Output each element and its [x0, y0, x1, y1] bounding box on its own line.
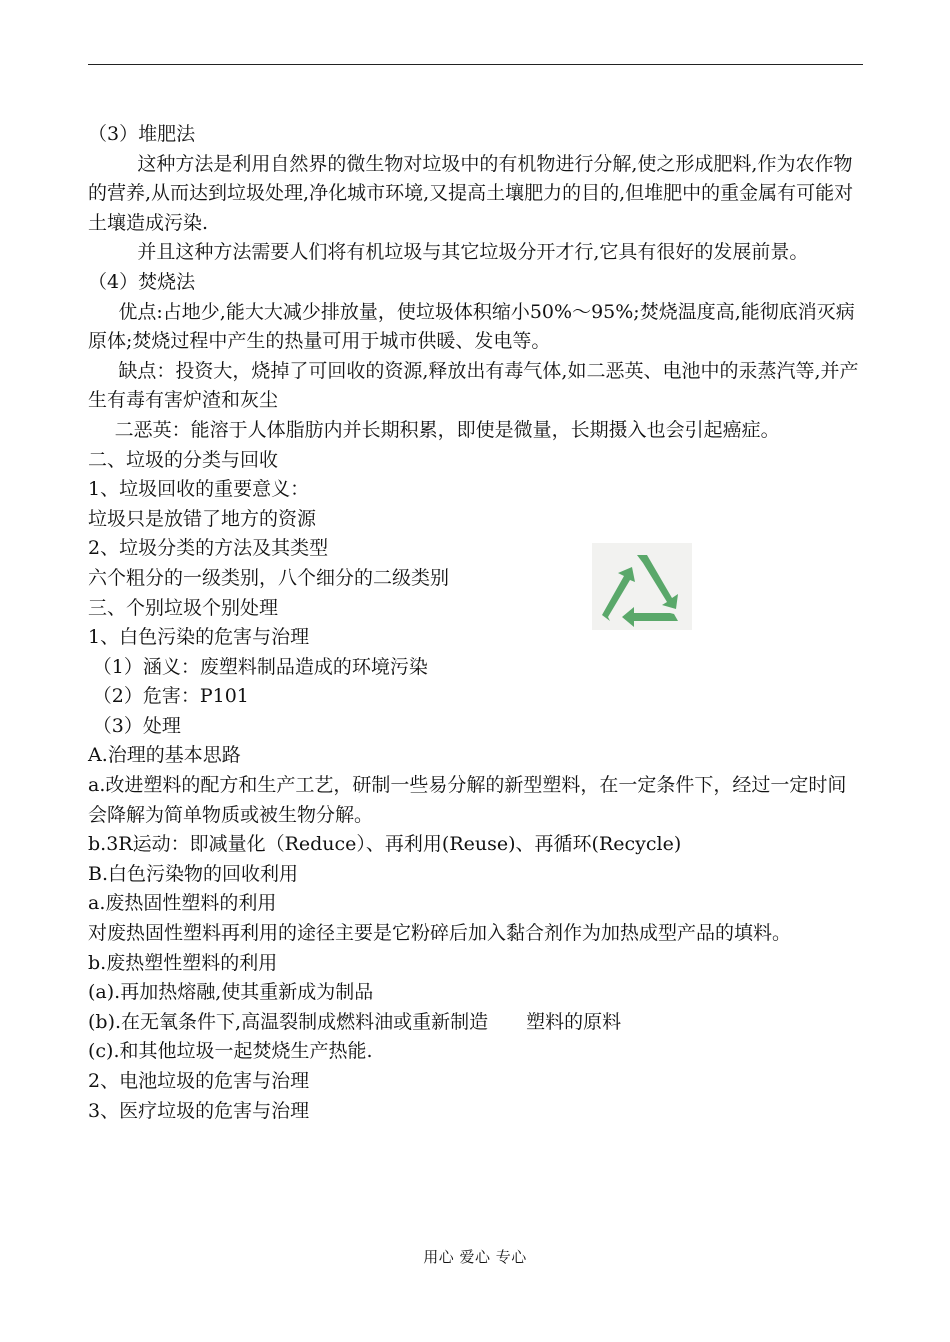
heading-incineration: （4）焚烧法	[88, 270, 196, 293]
heading-classification-methods: 2、垃圾分类的方法及其类型	[88, 537, 329, 560]
text-3r-movement: b.3R运动：即减量化（Reduce）、再利用(Reuse)、再循环(Recycle)	[88, 833, 682, 856]
document-body	[88, 120, 863, 1126]
text-definition: （1）涵义：废塑料制品造成的环境污染	[92, 655, 428, 678]
text-hazard: （2）危害：P101	[92, 685, 249, 708]
recycle-icon	[592, 543, 692, 630]
recycle-symbol-image	[592, 543, 692, 630]
paragraph-compost-prospect: 并且这种方法需要人们将有机垃圾与其它垃圾分开才行,它具有很好的发展前景。	[137, 241, 809, 264]
page-footer: 用心 爱心 专心	[423, 1248, 527, 1266]
heading-classification: 二、垃圾的分类与回收	[88, 448, 279, 471]
heading-white-pollution: 1、白色污染的危害与治理	[88, 626, 310, 649]
heading-recovery-utilization: B.白色污染物的回收利用	[88, 862, 299, 885]
paragraph-advantages: 优点:占地少,能大大减少排放量，使垃圾体积缩小50%～95%;焚烧温度高,能彻底消灭病原体;焚烧过程中产生的热量可用于城市供暖、发电等。	[88, 300, 855, 353]
heading-medical-waste: 3、医疗垃圾的危害与治理	[88, 1099, 310, 1122]
header-rule	[88, 64, 863, 65]
paragraph-dioxin: 二恶英：能溶于人体脂肪内并长期积累，即使是微量，长期摄入也会引起癌症。	[114, 418, 780, 441]
heading-battery-waste: 2、电池垃圾的危害与治理	[88, 1070, 310, 1092]
text-remelt: (a).再加热熔融,使其重新成为制品	[88, 981, 374, 1004]
paragraph-thermoset-reuse: 对废热固性塑料再利用的途径主要是它粉碎后加入黏合剂作为加热成型产品的填料。	[88, 922, 792, 945]
heading-individual-treatment: 三、个别垃圾个别处理	[88, 596, 279, 619]
text-incinerate-energy: (c).和其他垃圾一起焚烧生产热能.	[88, 1040, 373, 1063]
text-pyrolysis: (b).在无氧条件下,高温裂制成燃料油或重新制造 塑料的原料	[88, 1010, 622, 1033]
paragraph-improve-plastics: a.改进塑料的配方和生产工艺，研制一些易分解的新型塑料，在一定条件下，经过一定时间会降解为简单物质或被生物分解。	[88, 774, 847, 826]
text-misplaced-resource: 垃圾只是放错了地方的资源	[88, 507, 317, 530]
text-thermoset-heading: a.废热固性塑料的利用	[88, 892, 277, 915]
text-treatment: （3）处理	[92, 714, 181, 737]
paragraph-disadvantages: 缺点：投资大，烧掉了可回收的资源,释放出有毒气体,如二恶英、电池中的汞蒸汽等,并产生有毒有害炉渣和灰尘	[88, 359, 859, 412]
text-categories: 六个粗分的一级类别，八个细分的二级类别	[88, 566, 450, 589]
text-thermoplastic-heading: b.废热塑性塑料的利用	[88, 951, 278, 974]
paragraph-compost-description: 这种方法是利用自然界的微生物对垃圾中的有机物进行分解,使之形成肥料,作为农作物的营养,从而达到垃圾处理,净化城市环境,又提高土壤肥力的目的,但堆肥中的重金属有可能对土壤造成污染.	[88, 152, 854, 234]
heading-recycling-significance: 1、垃圾回收的重要意义：	[88, 478, 310, 501]
heading-compost: （3）堆肥法	[88, 123, 196, 145]
heading-basic-approach: A.治理的基本思路	[88, 744, 241, 767]
